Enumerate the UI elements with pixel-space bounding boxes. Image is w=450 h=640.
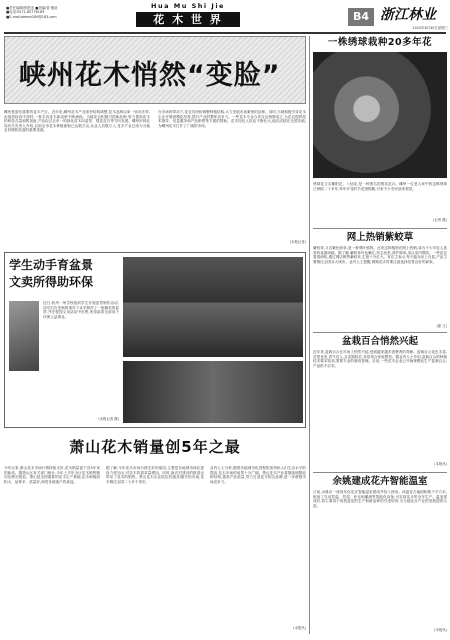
story-yuyao-greenhouse: [313, 472, 447, 636]
feature-photo-main: [123, 257, 303, 357]
story-body: 日前,余姚市一座现代化花卉智能温室建成并投入使用。该温室占地面积数千平方米,配备了自动控温、控湿、补光和灌溉等智能化设备,可实现花卉的全年生产。温室建成后,将主要用于高档盆花的生产和新品种的引进培育,为当地花卉产业的发展提供示范。: [313, 490, 447, 508]
column-divider: [309, 36, 310, 634]
story-online-sales: [313, 228, 447, 330]
story-rule: [313, 228, 447, 229]
sidebar-story: [313, 36, 447, 226]
masthead-rule: [4, 32, 446, 34]
photo-feature: [4, 252, 306, 428]
feature-title-line1: 学生动手育盆景: [9, 258, 94, 272]
editor-info: [6, 6, 126, 19]
editor-line: ■责任编辑/张肥连 ■美编/曾 雅谊: [6, 6, 58, 10]
lead-body-col2: 在市场的带动下,花农们纷纷调整种植结构,大力发展市场紧俏的品种。同时,当地积极引导花木企业开展规模化经营,提升产业的整体竞争力。一些花木专业合作社也相继成立,为花农提供技术指导、信息服务和产品销售等方面的帮助。花木经纪人队伍不断壮大,他们活跃在全国各地,为嵊州花木打开了广阔的市场。: [158, 110, 306, 128]
feature-title-box: [9, 257, 119, 297]
sidebar-caption: 绣球花又名紫阳花、八仙花,是一种著名的观赏花卉。嵊州一位老人家中的这株绣球已种植二十多年,每年开花时节花团锦簇,引来不少市民前来观赏。: [313, 182, 447, 191]
story-body: 紫蛟草,又名紫色蛟草,是一种观叶植物。近来这种植物在网上热销,成为不少年轻人喜爱的桌面绿植。据了解,紫蛟草叶色紫红,形态优美,养护简单,适合室内摆放。一些花农看准商机,通过网店销售紫蛟草,生意十分红火。有店主表示,每天能卖出上百盆,产品主要销往全国各大城市。业内人士提醒,网购花卉时要注意选择信誉良好的商家。: [313, 246, 447, 264]
lead-byline: (本报记者): [289, 240, 306, 244]
bottom-body-col1: 今年以来,萧山花木市场行情持续走好,花木销量创下近5年来的新高。据萧山区有关部门统计,今年上半年全区花木销售额同比增长明显。萧山是全国重要的花木生产基地,花木种植面积大、品种多、质量好,深受各地客户的欢迎。: [4, 466, 100, 484]
feature-photo-bottom: [123, 361, 303, 423]
section-title: 花 木 世 界: [136, 12, 240, 27]
feature-title-line2: 文卖所得助环保: [9, 275, 94, 289]
bottom-body-col3: 业内人士分析,随着各地城市化进程的加快和人们生活水平的提高,花木市场的前景十分广阔。萧山花木产业将继续调整品种结构,提高产品质量,努力打造花木知名品牌,进一步增强市场竞争力。: [210, 466, 306, 484]
sidebar-headline: 一株绣球栽种20多年花: [327, 37, 433, 48]
bottom-body-col2: 据了解,今年花木市场行情走好的原因,主要是各地城市绿化建设力度加大,对苗木的需求量增加。同时,新农村建设的推进也带动了花木的销售。萧山花木企业抓住机遇,积极开拓市场,花木销往全国二十多个省市。: [106, 466, 204, 484]
story-headline: 网上热销紫蛟草: [346, 232, 414, 243]
bottom-headline: 萧山花木销量创5年之最: [69, 438, 241, 456]
story-rule: [313, 472, 447, 473]
story-credit: (本报讯): [434, 628, 447, 632]
story-body: 近年来,盆栽百合在市场上悄然兴起,受到越来越多消费者的青睐。盆栽百合花色丰富,花型优美,香气宜人,且花期较长,非常适合家庭摆放。据业内人士介绍,盆栽百合的种植技术要求较高,需要专业的栽培管理。目前,一些花木企业已开始规模化生产盆栽百合,产品供不应求。: [313, 350, 447, 368]
paper-name: 浙江林业: [380, 7, 436, 23]
section-pinyin: Hua Mu Shi Jie: [151, 2, 225, 10]
story-headline: 余姚建成花卉智能温室: [332, 476, 428, 487]
story-credit: (浙 文): [436, 324, 447, 328]
lead-headline-box: [4, 36, 306, 104]
sidebar-credit: (记者 摄): [433, 218, 447, 222]
story-potted-lily: [313, 332, 447, 470]
bottom-credit: (本报讯): [293, 626, 306, 630]
masthead: [0, 0, 450, 34]
lead-body-col1: 嵊州是浙东重要的花木产区。近年来,嵊州花木产业加快结构调整,花木品种由单一转向多样,由低档转向中高档,一批名优花木新品种不断涌现。当地花农积极引进新品种,努力提高花木的科技含量和附加值,产品由过去单一的绿化苗木向盆景、观赏花卉等方向发展。嵊州市林业局有关负责人介绍,目前全市花木种植面积已达数万亩,从业人员数万人,花木产业已成为当地农民增收致富的重要渠道。: [4, 110, 150, 133]
bottom-story: [4, 432, 306, 636]
story-credit: (本报讯): [434, 462, 447, 466]
page-number-badge: B4: [348, 8, 374, 26]
story-headline: 盆栽百合悄然兴起: [341, 336, 418, 347]
story-rule: [313, 332, 447, 333]
email-line: ■E-mail:dewsh189@163.com: [6, 14, 57, 19]
date-line: 2010年6月30日星期三: [412, 26, 448, 30]
hydrangea-photo: [313, 52, 447, 178]
feature-photo-small: [9, 301, 39, 371]
feature-credit: (本报记者 摄): [98, 417, 119, 421]
lead-story: [4, 36, 306, 250]
phone-line: ■电话:0571-85776189: [6, 10, 45, 15]
section-banner: [136, 2, 240, 28]
lead-headline: 峡州花木悄然“变脸”: [19, 60, 281, 91]
feature-caption: 近日,杭州一所学校组织学生开展盆景制作活动,同学们在老师的指导下亲手制作了一批精美的盆景,并在校园义卖活动中出售,所得款项全部用于环保公益事业。: [43, 301, 119, 319]
